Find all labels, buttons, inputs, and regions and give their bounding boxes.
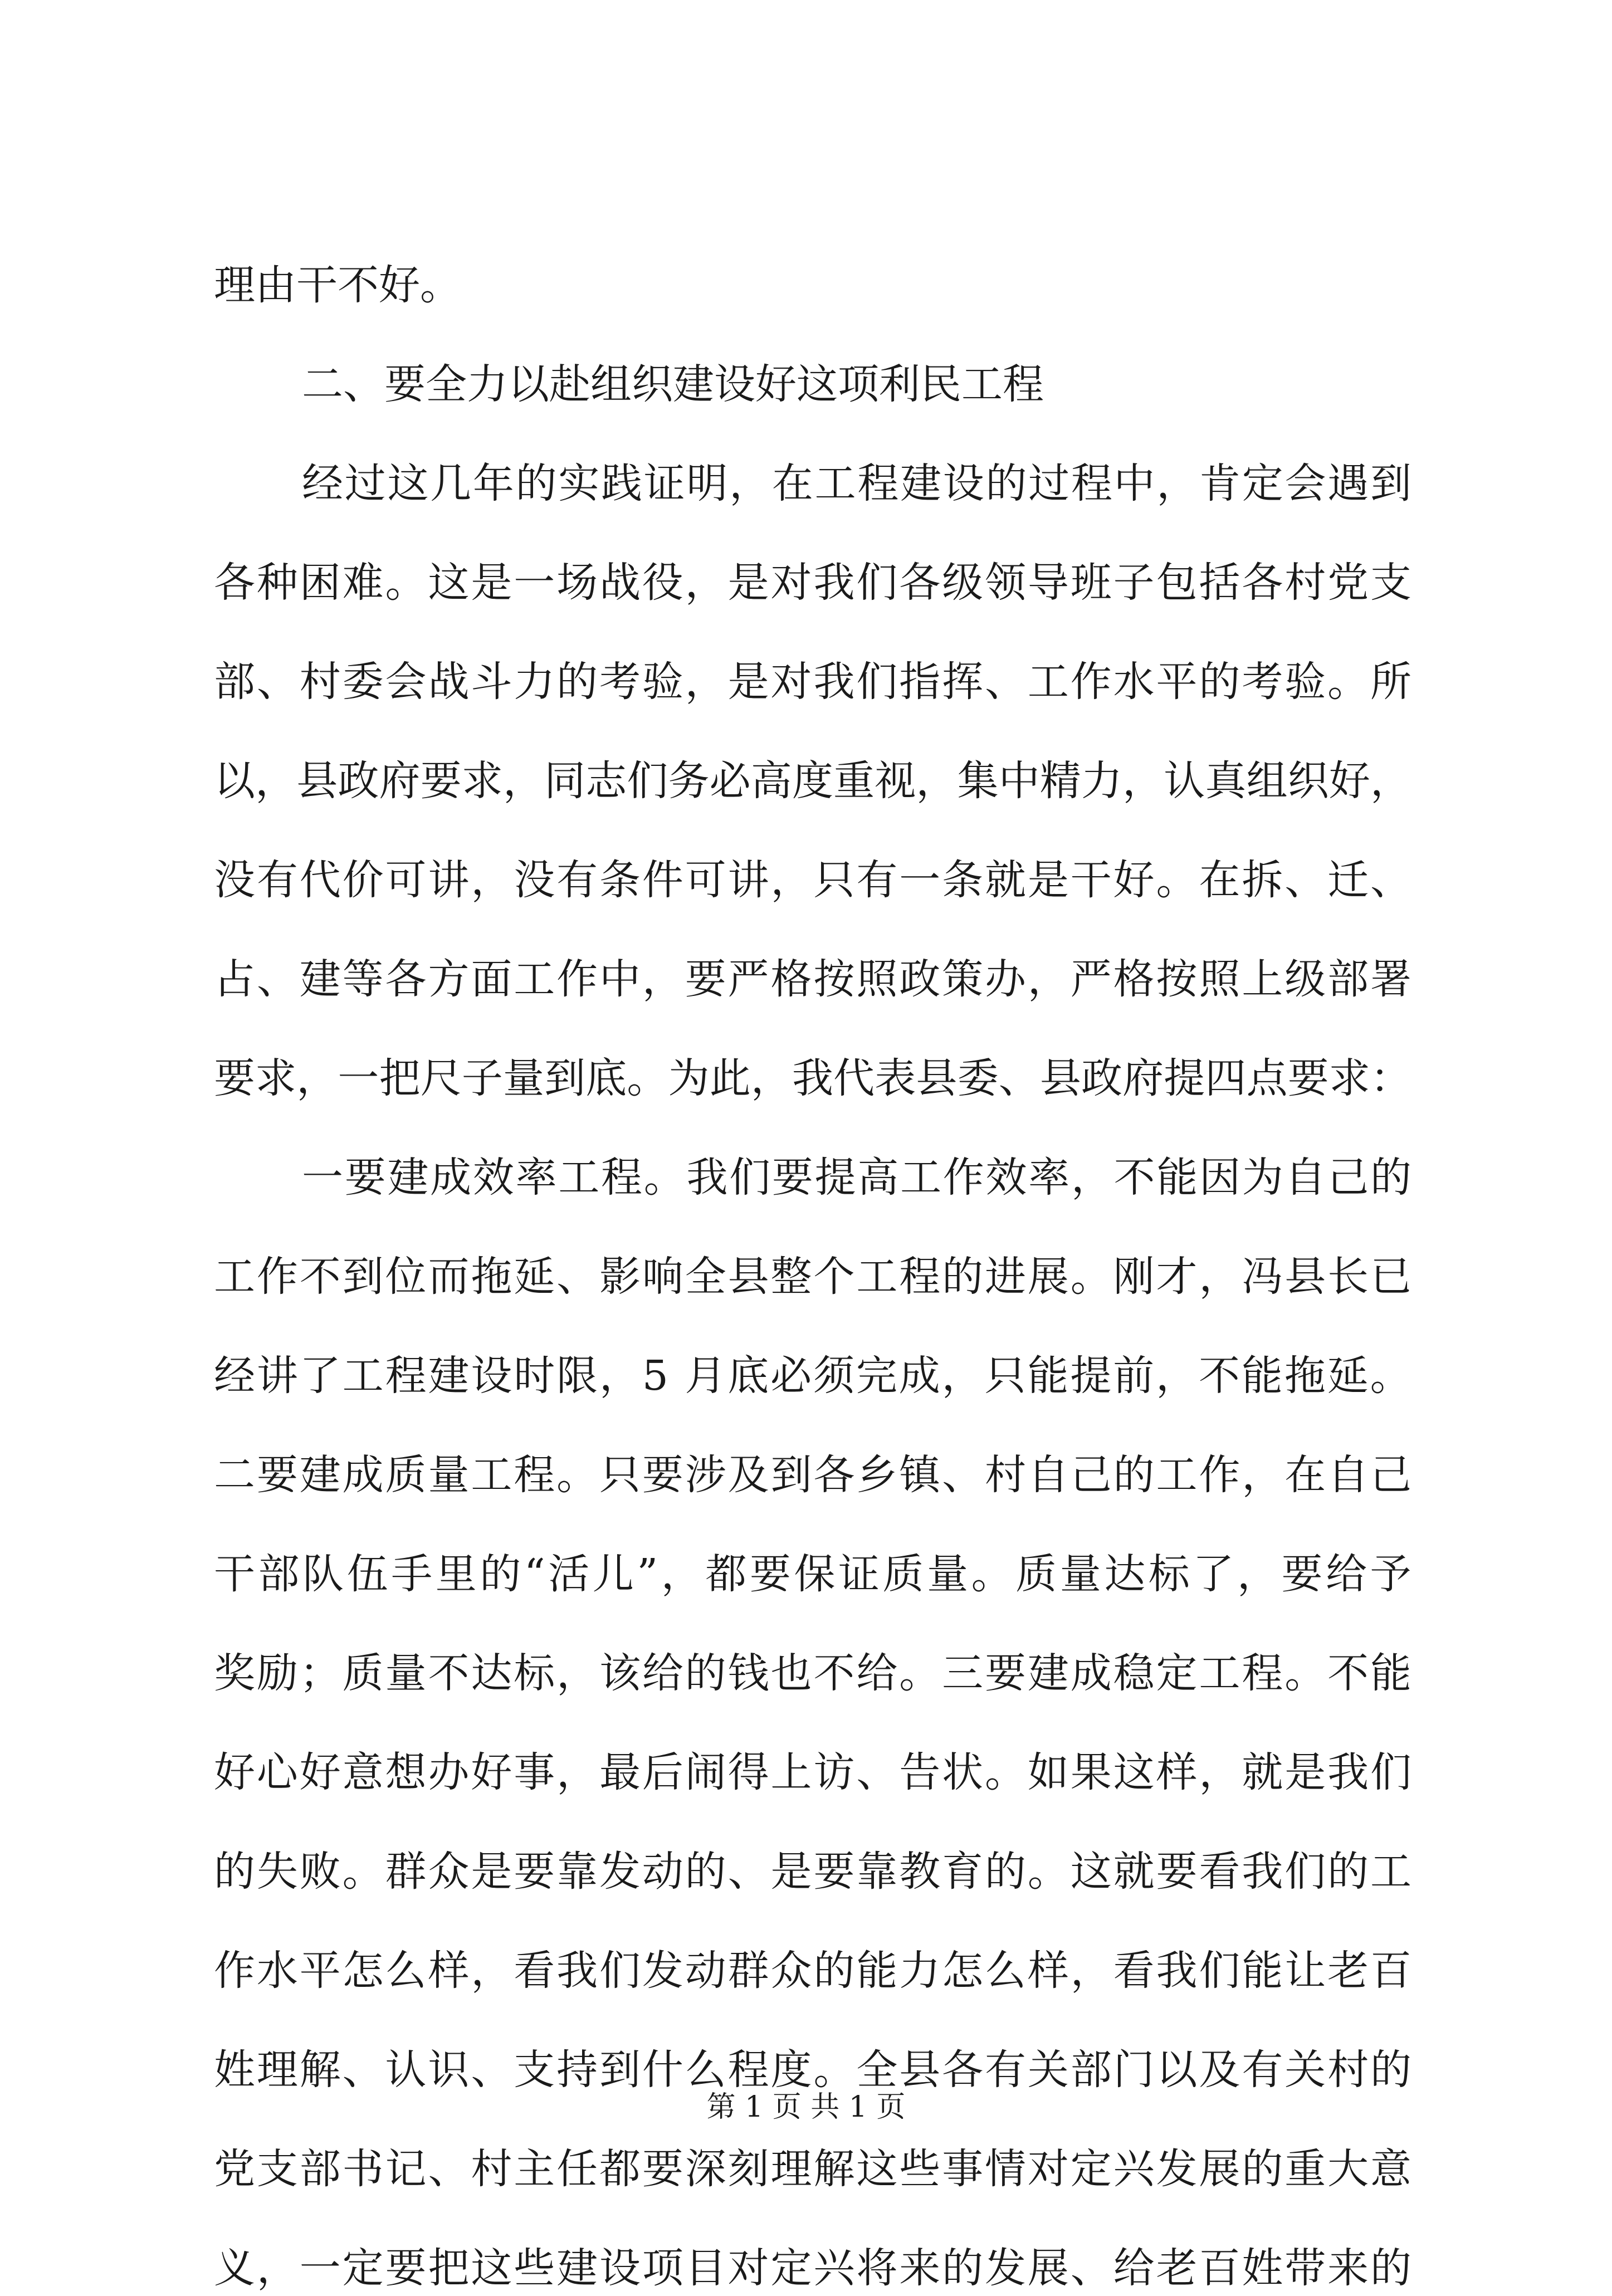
text-line: 要求，一把尺子量到底。为此，我代表县委、县政府提四点要求： (214, 1054, 1412, 1102)
text-line: 好心好意想办好事，最后闹得上访、告状。如果这样，就是我们 (214, 1748, 1413, 1796)
text-line: 作水平怎么样，看我们发动群众的能力怎么样，看我们能让老百 (214, 1947, 1413, 1995)
text-line: 理由干不好。 (214, 261, 461, 309)
text-line: 以，县政府要求，同志们务必高度重视，集中精力，认真组织好， (214, 757, 1412, 805)
text-line: 工作不到位而拖延、影响全县整个工程的进展。刚才，冯县长已 (214, 1253, 1413, 1301)
page-footer (0, 2083, 1612, 2125)
text-line: 干部队伍手里的“活儿”，都要保证质量。质量达标了，要给予 (214, 1550, 1415, 1598)
text-line: 没有代价可讲，没有条件可讲，只有一条就是干好。在拆、迁、 (214, 856, 1413, 904)
page-number-label: 第 1 页 共 1 页 (706, 2090, 906, 2124)
text-line: 占、建等各方面工作中，要严格按照政策办，严格按照上级部署 (214, 955, 1413, 1003)
section-heading: 二、要全力以赴组织建设好这项利民工程 (302, 360, 1044, 408)
text-line: 各种困难。这是一场战役，是对我们各级领导班子包括各村党支 (214, 559, 1413, 607)
text-line: 党支部书记、村主任都要深刻理解这些事情对定兴发展的重大意 (214, 2145, 1413, 2193)
text-line: 经过这几年的实践证明，在工程建设的过程中，肯定会遇到 (302, 460, 1413, 507)
text-line: 二要建成质量工程。只要涉及到各乡镇、村自己的工作，在自己 (214, 1451, 1413, 1499)
text-line: 部、村委会战斗力的考验，是对我们指挥、工作水平的考验。所 (214, 658, 1413, 706)
text-line: 姓理解、认识、支持到什么程度。全县各有关部门以及有关村的 (214, 2046, 1413, 2094)
text-line: 奖励；质量不达标，该给的钱也不给。三要建成稳定工程。不能 (214, 1649, 1413, 1697)
text-line: 的失败。群众是要靠发动的、是要靠教育的。这就要看我们的工 (214, 1848, 1413, 1896)
text-line: 一要建成效率工程。我们要提高工作效率，不能因为自己的 (302, 1154, 1413, 1201)
text-line: 义，一定要把这些建设项目对定兴将来的发展、给老百姓带来的 (214, 2244, 1413, 2292)
text-line: 经讲了工程建设时限，5 月底必须完成，只能提前，不能拖延。 (214, 1352, 1413, 1400)
